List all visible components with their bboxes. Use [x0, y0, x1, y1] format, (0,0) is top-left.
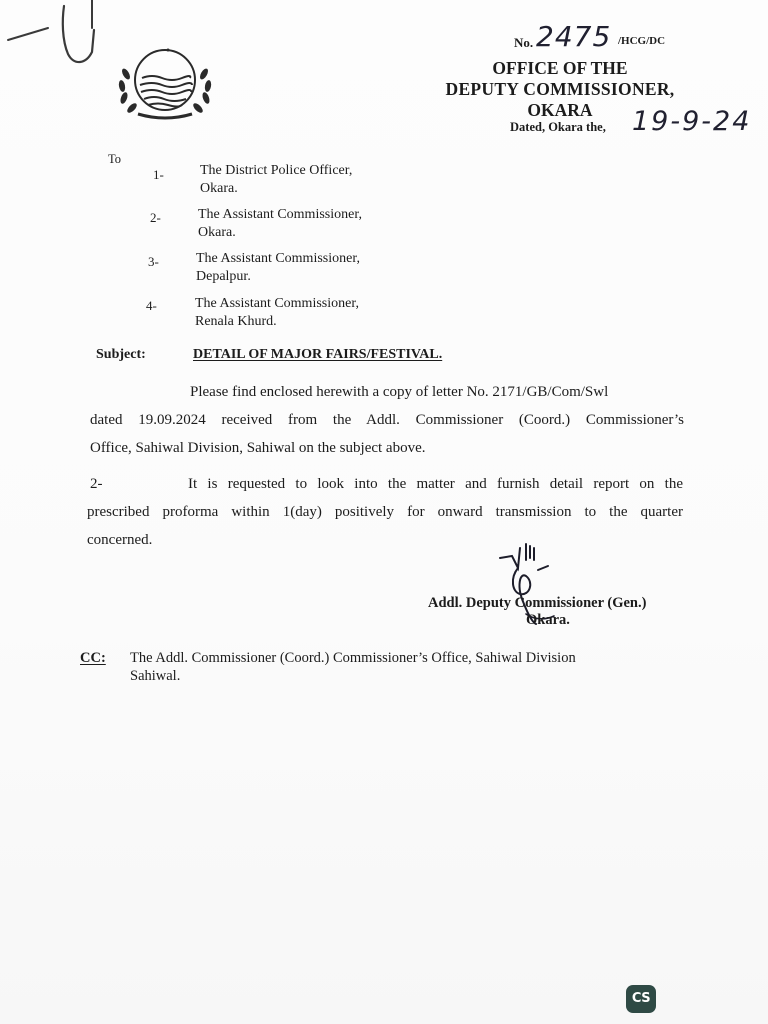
reference-suffix: /HCG/DC: [618, 35, 666, 47]
addressee-line1: The Assistant Commissioner,: [195, 296, 359, 311]
office-heading-line1: OFFICE OF THE: [492, 58, 628, 78]
signatory-title: Addl. Deputy Commissioner (Gen.): [428, 595, 647, 611]
pen-mark-icon: [0, 0, 110, 80]
addressee-item: [200, 162, 460, 198]
addressee-number: 3-: [148, 254, 159, 269]
addressee-line2: Okara.: [198, 225, 236, 240]
paragraph2-line2: prescribed proforma within 1(day) positively for onward transmission to the quarter: [87, 504, 683, 520]
subject-text: DETAIL OF MAJOR FAIRS/FESTIVAL.: [193, 347, 443, 362]
reference-number: [514, 22, 714, 52]
addressee-number: 4-: [146, 298, 157, 313]
reference-number-handwritten: 2475: [536, 20, 612, 53]
office-heading-line3: OKARA: [527, 100, 593, 120]
dated-label: Dated, Okara the,: [510, 120, 606, 134]
addressee-item: [196, 250, 456, 286]
paragraph2-line1: It is requested to look into the matter and furnish detail report on the: [188, 476, 683, 492]
addressee-line2: Okara.: [200, 181, 238, 196]
subject-label: Subject:: [96, 347, 146, 362]
addressee-line2: Renala Khurd.: [195, 314, 277, 329]
reference-prefix: No.: [514, 35, 534, 50]
addressee-line1: The District Police Officer,: [200, 163, 353, 178]
cc-label: CC:: [80, 650, 106, 666]
cc-line1: The Addl. Commissioner (Coord.) Commissioner’s Office, Sahiwal Division: [130, 650, 576, 666]
office-heading-line2: DEPUTY COMMISSIONER,: [445, 79, 675, 99]
to-label: To: [108, 152, 122, 166]
paragraph1-line1: Please find enclosed herewith a copy of letter No. 2171/GB/Com/Swl: [190, 384, 609, 400]
addressee-line2: Depalpur.: [196, 269, 251, 284]
addressee-number: 2-: [150, 210, 161, 225]
cc-line2: Sahiwal.: [130, 668, 181, 684]
government-emblem-icon: [112, 40, 218, 120]
addressee-item: [198, 206, 458, 242]
signatory-place: Okara.: [526, 612, 570, 628]
camscanner-badge: CS: [626, 985, 656, 1013]
paragraph2-line3: concerned.: [87, 532, 153, 548]
addressee-line1: The Assistant Commissioner,: [196, 251, 360, 266]
addressee-number: 1-: [153, 167, 164, 182]
dated-handwritten: 19-9-24: [632, 106, 752, 137]
paragraph2-number: 2-: [90, 476, 103, 492]
addressee-line1: The Assistant Commissioner,: [198, 207, 362, 222]
paragraph1-line2: dated 19.09.2024 received from the Addl. Commissioner (Coord.) Commissioner’s: [90, 412, 684, 428]
addressee-item: [195, 295, 455, 331]
paragraph1-line3: Office, Sahiwal Division, Sahiwal on the subject above.: [90, 440, 426, 456]
